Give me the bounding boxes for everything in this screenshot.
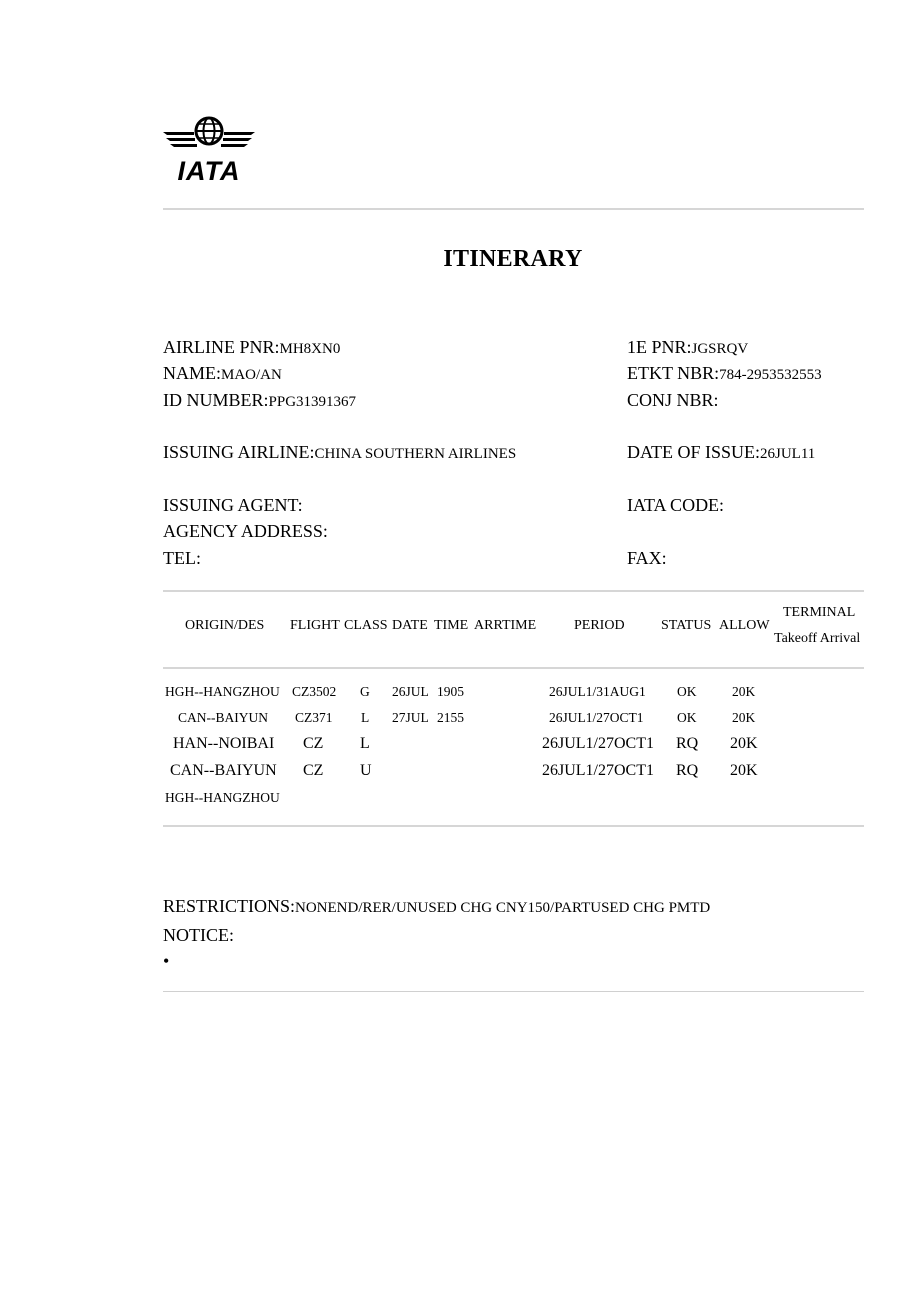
table-cell-period: 26JUL1/27OCT1	[542, 762, 654, 779]
fax-label: FAX:	[627, 548, 667, 568]
divider	[163, 208, 864, 210]
table-cell-period: 26JUL1/27OCT1	[542, 735, 654, 752]
table-cell-flight: CZ	[303, 762, 324, 779]
1e-pnr-value: JGSRQV	[691, 341, 749, 357]
col-header-period: PERIOD	[574, 618, 625, 633]
table-cell-status: OK	[677, 684, 697, 699]
id-number	[163, 390, 356, 411]
table-cell-origin: HAN--NOIBAI	[173, 735, 275, 752]
table-cell-flight: CZ	[303, 735, 324, 752]
airline-pnr	[163, 337, 340, 358]
fax	[627, 548, 667, 569]
table-cell-date: 26JUL	[392, 684, 429, 699]
table-cell-date: 27JUL	[392, 710, 429, 725]
agency-address-label: AGENCY ADDRESS:	[163, 521, 328, 541]
airline-pnr-value: MH8XN0	[279, 341, 341, 357]
tel	[163, 548, 201, 569]
notice-label: NOTICE:	[163, 925, 234, 945]
etkt-value: 784-2953532553	[719, 367, 822, 383]
iata-logo	[161, 114, 257, 184]
col-header-date: DATE	[392, 618, 428, 633]
airline-pnr-label: AIRLINE PNR:	[163, 337, 280, 357]
etkt-number	[627, 363, 822, 384]
table-cell-class: G	[360, 684, 370, 699]
table-cell-allow: 20K	[732, 710, 756, 725]
notice	[163, 925, 234, 946]
conj-number	[627, 390, 719, 411]
col-header-flight: FLIGHT	[290, 618, 340, 633]
table-cell-origin: CAN--BAIYUN	[178, 710, 268, 725]
date-of-issue	[627, 442, 815, 463]
issuing-agent-label: ISSUING AGENT:	[163, 495, 303, 515]
col-header-terminal: TERMINAL	[783, 605, 856, 620]
tel-label: TEL:	[163, 548, 201, 568]
col-header-takeoff-arrival: Takeoff Arrival	[774, 631, 861, 646]
col-header-time: TIME	[434, 618, 469, 633]
issuing-airline-label: ISSUING AIRLINE:	[163, 442, 315, 462]
table-cell-period: 26JUL1/31AUG1	[549, 684, 646, 699]
divider	[163, 667, 864, 669]
id-label: ID NUMBER:	[163, 390, 269, 410]
date-issue-label: DATE OF ISSUE:	[627, 442, 761, 462]
etkt-label: ETKT NBR:	[627, 363, 720, 383]
table-cell-allow: 20K	[730, 735, 758, 752]
table-cell-allow: 20K	[730, 762, 758, 779]
name-value: MAO/AN	[221, 367, 282, 383]
table-cell-origin: CAN--BAIYUN	[170, 762, 277, 779]
table-cell-flight: CZ3502	[292, 684, 337, 699]
agency-address	[163, 521, 328, 542]
restrictions-value: NONEND/RER/UNUSED CHG CNY150/PARTUSED CHG PMTD	[295, 900, 711, 916]
iata-code-label: IATA CODE:	[627, 495, 725, 515]
bullet-point: •	[163, 951, 170, 971]
passenger-name	[163, 363, 282, 384]
table-cell-time: 2155	[437, 710, 464, 725]
divider	[163, 991, 864, 992]
col-header-arrtime: ARRTIME	[474, 618, 537, 633]
divider	[163, 825, 864, 827]
table-cell-origin: HGH--HANGZHOU	[165, 790, 280, 805]
table-cell-time: 1905	[437, 684, 464, 699]
restrictions-label: RESTRICTIONS:	[163, 896, 296, 916]
col-header-allow: ALLOW	[719, 618, 770, 633]
table-cell-status: RQ	[676, 735, 699, 752]
issuing-airline	[163, 442, 516, 463]
logo-text: IATA	[177, 156, 241, 184]
table-cell-period: 26JUL1/27OCT1	[549, 710, 644, 725]
name-label: NAME:	[163, 363, 221, 383]
col-header-class: CLASS	[344, 618, 388, 633]
issuing-airline-value: CHINA SOUTHERN AIRLINES	[314, 446, 517, 462]
col-header-status: STATUS	[661, 618, 712, 633]
table-cell-class: U	[360, 762, 372, 779]
conj-label: CONJ NBR:	[627, 390, 719, 410]
date-issue-value: 26JUL11	[760, 446, 816, 462]
restrictions	[163, 896, 710, 917]
divider	[163, 590, 864, 592]
issuing-agent	[163, 495, 303, 516]
id-value: PPG31391367	[268, 394, 357, 410]
table-cell-origin: HGH--HANGZHOU	[165, 684, 280, 699]
table-cell-status: RQ	[676, 762, 699, 779]
col-header-origin: ORIGIN/DES	[185, 618, 265, 633]
table-cell-allow: 20K	[732, 684, 756, 699]
1e-pnr-label: 1E PNR:	[627, 337, 692, 357]
table-cell-class: L	[360, 735, 370, 752]
table-cell-class: L	[361, 710, 370, 725]
page-title: ITINERARY	[443, 246, 583, 272]
1e-pnr	[627, 337, 748, 358]
iata-code	[627, 495, 724, 516]
table-cell-flight: CZ371	[295, 710, 333, 725]
table-cell-status: OK	[677, 710, 697, 725]
